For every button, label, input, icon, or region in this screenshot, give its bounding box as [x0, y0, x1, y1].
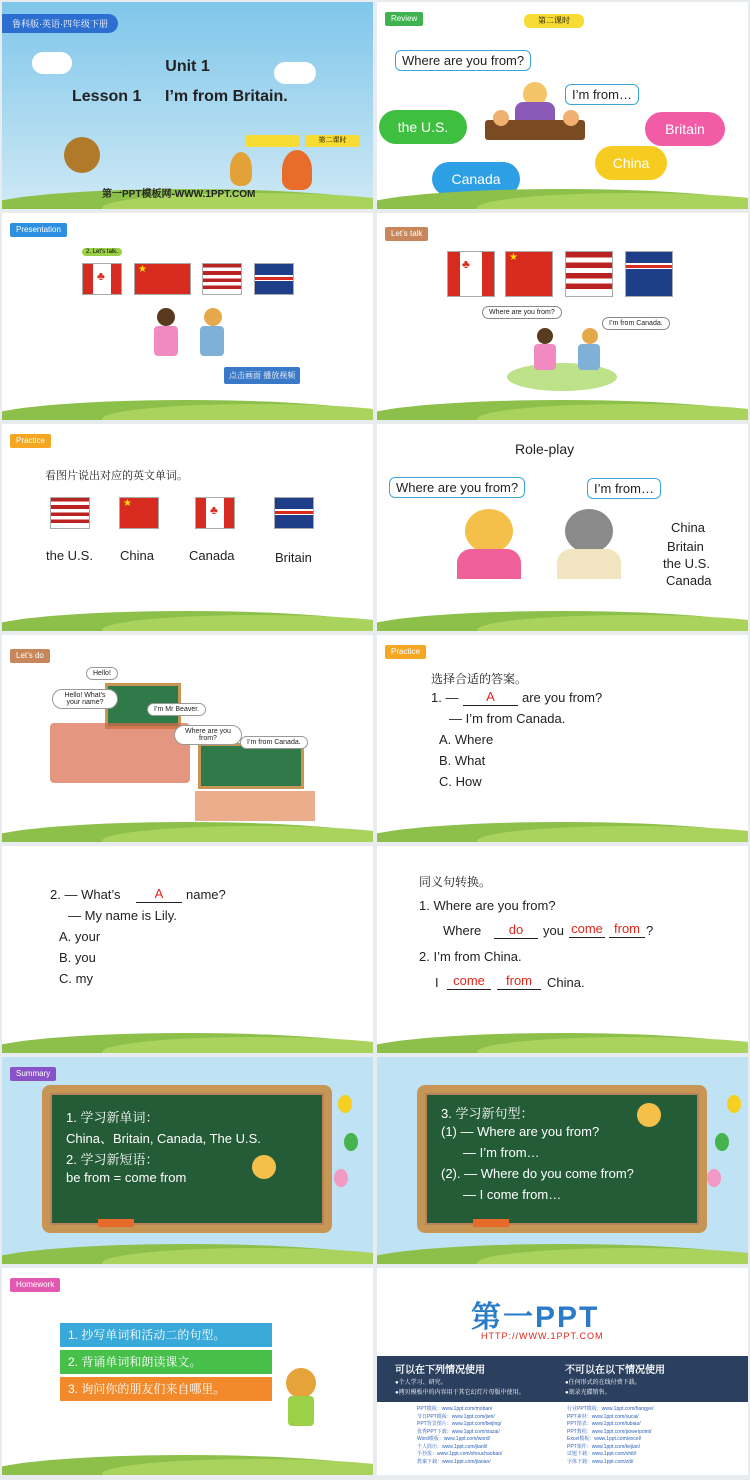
option-b: B. you	[59, 950, 96, 965]
cloud-britain: Britain	[645, 112, 725, 146]
graduate-girl-icon	[637, 1103, 661, 1127]
can-use-item-1: ●个人学习、研究。	[395, 1380, 447, 1386]
cannot-use-item-2: ●刻录光碟销售。	[565, 1390, 611, 1396]
line-1: 1. Where are you from?	[419, 898, 556, 913]
option-c: C. How	[439, 774, 482, 789]
link-item[interactable]: Excel模板：www.1ppt.com/excel/	[567, 1436, 642, 1442]
flag-china-icon	[505, 251, 553, 297]
graduate-girl-icon	[252, 1155, 276, 1179]
line-2-you: you	[543, 923, 564, 938]
blank-come-2: come	[447, 973, 491, 990]
summary-line-2: (1) — Where are you from?	[441, 1124, 600, 1139]
speech-bubble-question: Where are you from?	[395, 50, 531, 71]
link-item[interactable]: PPT教程：www.1ppt.com/powerpoint/	[567, 1428, 652, 1435]
question-1-prefix: 1. —	[431, 690, 459, 705]
speech-bubble-question: Where are you from?	[482, 306, 562, 319]
reply: — My name is Lily.	[68, 908, 177, 923]
bubble-from-canada: I’m from Canada.	[240, 736, 308, 749]
slide-question-2[interactable]	[2, 846, 373, 1053]
lesson-title: I’m from Britain.	[165, 88, 288, 105]
summary-line-1: 1. 学习新单词：	[66, 1110, 159, 1125]
eraser-icon	[98, 1219, 134, 1227]
question-2-tail: name?	[186, 887, 226, 902]
balloon-icon	[707, 1169, 721, 1187]
course-badge: 鲁科版·英语·四年级下册	[2, 14, 118, 33]
site-url: HTTP://WWW.1PPT.COM	[481, 1331, 604, 1341]
line-4-start: I	[435, 975, 439, 990]
lets-talk-label: 2. Let’s talk.	[82, 248, 122, 256]
slide-review[interactable]	[377, 2, 748, 209]
word-the-us: the U.S.	[46, 548, 93, 563]
link-item[interactable]: PPT模板：www.1ppt.com/moban/	[417, 1406, 493, 1412]
flag-china-icon	[119, 497, 159, 529]
link-item[interactable]: 优秀PPT下载：www.1ppt.com/xiazai/	[417, 1428, 500, 1435]
watermark: 第一PPT模板网-WWW.1PPT.COM	[102, 189, 256, 200]
chalkboard	[42, 1085, 332, 1233]
word-britain: Britain	[275, 550, 312, 565]
speech-bubble-answer: I’m from…	[565, 84, 639, 105]
period-label: 第二课时	[305, 135, 360, 147]
balloon-icon	[338, 1095, 352, 1113]
word-canada: Canada	[189, 548, 235, 563]
line-4-end: China.	[547, 975, 585, 990]
slide-lets-do[interactable]	[2, 635, 373, 842]
tag-summary: Summary	[10, 1067, 56, 1081]
homework-item-2: 2. 背诵单词和朗读课文。	[60, 1350, 272, 1374]
cannot-use-heading: 不可以在以下情况使用	[565, 1365, 665, 1376]
speech-bubble-answer: I’m from Canada.	[602, 317, 670, 330]
chalkboard	[417, 1085, 707, 1233]
country-britain: Britain	[667, 539, 704, 554]
flag-uk-icon	[254, 263, 294, 295]
option-a: A. Where	[439, 732, 494, 747]
slide-summary-2[interactable]	[377, 1057, 748, 1264]
option-b: B. What	[439, 753, 486, 768]
can-use-heading: 可以在下列情况使用	[395, 1365, 485, 1376]
link-item[interactable]: 手抄报：www.1ppt.com/shouchaobao/	[417, 1451, 503, 1457]
grey-hair-girl-illustration	[557, 509, 622, 579]
bubble-where-from: Where are you from?	[174, 725, 242, 745]
speech-bubble-answer: I’m from…	[587, 478, 661, 499]
tag-lets-do: Let’s do	[10, 649, 50, 663]
cloud-canada: Canada	[432, 162, 520, 196]
option-c: C. my	[59, 971, 93, 986]
summary-line-3: 2. 学习新短语：	[66, 1152, 159, 1167]
slide-practice-words[interactable]	[2, 424, 373, 631]
speech-bubble-question: Where are you from?	[389, 477, 525, 498]
unit-title: Unit 1	[165, 58, 210, 75]
slide-1ppt-info[interactable]	[377, 1268, 748, 1475]
flag-china-icon	[134, 263, 191, 295]
flag-canada-icon	[447, 251, 495, 297]
cloud-china: China	[595, 146, 667, 180]
slide-sentence-transform[interactable]	[377, 846, 748, 1053]
summary-line-3: — I’m from…	[463, 1145, 540, 1160]
balloon-icon	[727, 1095, 741, 1113]
link-item[interactable]: 字体下载：www.1ppt.com/ziti/	[567, 1458, 634, 1465]
summary-line-5: — I come from…	[463, 1187, 562, 1202]
reply: — I’m from Canada.	[449, 711, 566, 726]
blank-from: from	[609, 921, 645, 938]
homework-item-1: 1. 抄写单词和活动二的句型。	[60, 1323, 272, 1347]
blank-do: do	[494, 922, 538, 939]
link-item[interactable]: 教案下载：www.1ppt.com/jiaoan/	[417, 1458, 491, 1465]
info-panel	[377, 1356, 748, 1402]
flag-canada-icon	[82, 263, 122, 295]
tag-practice: Practice	[10, 434, 51, 448]
country-the-us: the U.S.	[663, 556, 710, 571]
slide-title[interactable]	[2, 2, 373, 209]
link-item[interactable]: 节日PPT模板：www.1ppt.com/jieri/	[417, 1413, 495, 1420]
line-2-end: ?	[646, 923, 654, 938]
links-left	[417, 1406, 502, 1466]
cannot-use-item-1: ●任何形式的在线付费下载。	[565, 1380, 641, 1386]
period-label: 第二课时	[524, 14, 584, 28]
summary-line-4: be from = come from	[66, 1170, 187, 1185]
bubble-hello: Hello!	[86, 667, 118, 680]
slide-homework[interactable]	[2, 1268, 373, 1475]
link-item[interactable]: PPT图表：www.1ppt.com/tubiao/	[567, 1421, 641, 1427]
heading: 同义句转换。	[419, 875, 492, 889]
balloon-icon	[334, 1169, 348, 1187]
answer-blank-2: A	[136, 886, 182, 903]
link-item[interactable]: 行业PPT模板：www.1ppt.com/hangye/	[567, 1406, 654, 1412]
eraser-icon	[473, 1219, 509, 1227]
tag-review: Review	[385, 12, 423, 26]
balloon-icon	[715, 1133, 729, 1151]
link-item[interactable]: PPT素材：www.1ppt.com/sucai/	[567, 1413, 639, 1420]
flag-us-icon	[565, 251, 613, 297]
flag-us-icon	[202, 263, 242, 295]
country-china: China	[671, 520, 705, 535]
flag-us-icon	[50, 497, 90, 529]
flag-canada-icon	[195, 497, 235, 529]
logo: 第一PPT	[471, 1301, 600, 1334]
can-use-item-2: ●拷贝模板中的内容用于其它幻灯片母版中使用。	[395, 1390, 525, 1396]
kids-talking-illustration	[532, 328, 612, 383]
link-item[interactable]: 个人简历：www.1ppt.com/jianli/	[417, 1443, 488, 1450]
yellow-bar	[245, 135, 300, 147]
heading: 选择合适的答案。	[431, 672, 528, 686]
role-play-title: Role-play	[515, 441, 575, 457]
tag-practice: Practice	[385, 645, 426, 659]
link-item[interactable]: 试题下载：www.1ppt.com/shiti/	[567, 1451, 637, 1457]
play-video-button[interactable]: 点击画面 播放视频	[224, 367, 300, 384]
summary-line-4: (2). — Where do you come from?	[441, 1166, 634, 1181]
link-item[interactable]: Word模板：www.1ppt.com/word/	[417, 1436, 490, 1442]
link-item[interactable]: PPT课件：www.1ppt.com/kejian/	[567, 1443, 641, 1450]
question-2-prefix: 2. — What’s	[50, 887, 121, 902]
flag-uk-icon	[274, 497, 314, 529]
slide-lets-talk[interactable]	[377, 213, 748, 420]
country-canada: Canada	[666, 573, 712, 588]
summary-line-1: 3. 学习新句型：	[441, 1106, 534, 1121]
blank-from-2: from	[497, 973, 541, 990]
cloud-the-us: the U.S.	[379, 110, 467, 144]
tag-lets-talk: Let’s talk	[385, 227, 428, 241]
tag-homework: Homework	[10, 1278, 60, 1292]
links-right	[567, 1406, 653, 1466]
summary-line-2: China、Britain, Canada, The U.S.	[66, 1131, 261, 1146]
blonde-girl-illustration	[457, 509, 522, 579]
link-item[interactable]: PPT背景图片：www.1ppt.com/beijing/	[417, 1421, 502, 1427]
bubble-whats-your-name: Hello! What’s your name?	[52, 689, 118, 709]
kids-talking-illustration	[152, 308, 232, 368]
girl-illustration	[284, 1368, 318, 1433]
word-china: China	[120, 548, 154, 563]
tree-icon	[64, 137, 100, 173]
line-3: 2. I’m from China.	[419, 949, 522, 964]
answer-blank-1: A	[463, 689, 518, 706]
slide-summary-1[interactable]	[2, 1057, 373, 1264]
tag-presentation: Presentation	[10, 223, 67, 237]
blank-come: come	[569, 921, 605, 938]
instruction: 看图片说出对应的英文单词。	[45, 470, 188, 482]
slide-role-play[interactable]	[377, 424, 748, 631]
lesson-label: Lesson 1	[72, 88, 142, 105]
homework-item-3: 3. 询问你的朋友们来自哪里。	[60, 1377, 272, 1401]
bubble-mr-beaver: I’m Mr Beaver.	[147, 703, 206, 716]
slide-presentation[interactable]	[2, 213, 373, 420]
slide-practice-choice[interactable]	[377, 635, 748, 842]
question-1-tail: are you from?	[522, 690, 603, 705]
flag-uk-icon	[625, 251, 673, 297]
option-a: A. your	[59, 929, 101, 944]
balloon-icon	[344, 1133, 358, 1151]
line-2-start: Where	[443, 923, 482, 938]
teacher-and-kids-illustration	[485, 82, 585, 154]
